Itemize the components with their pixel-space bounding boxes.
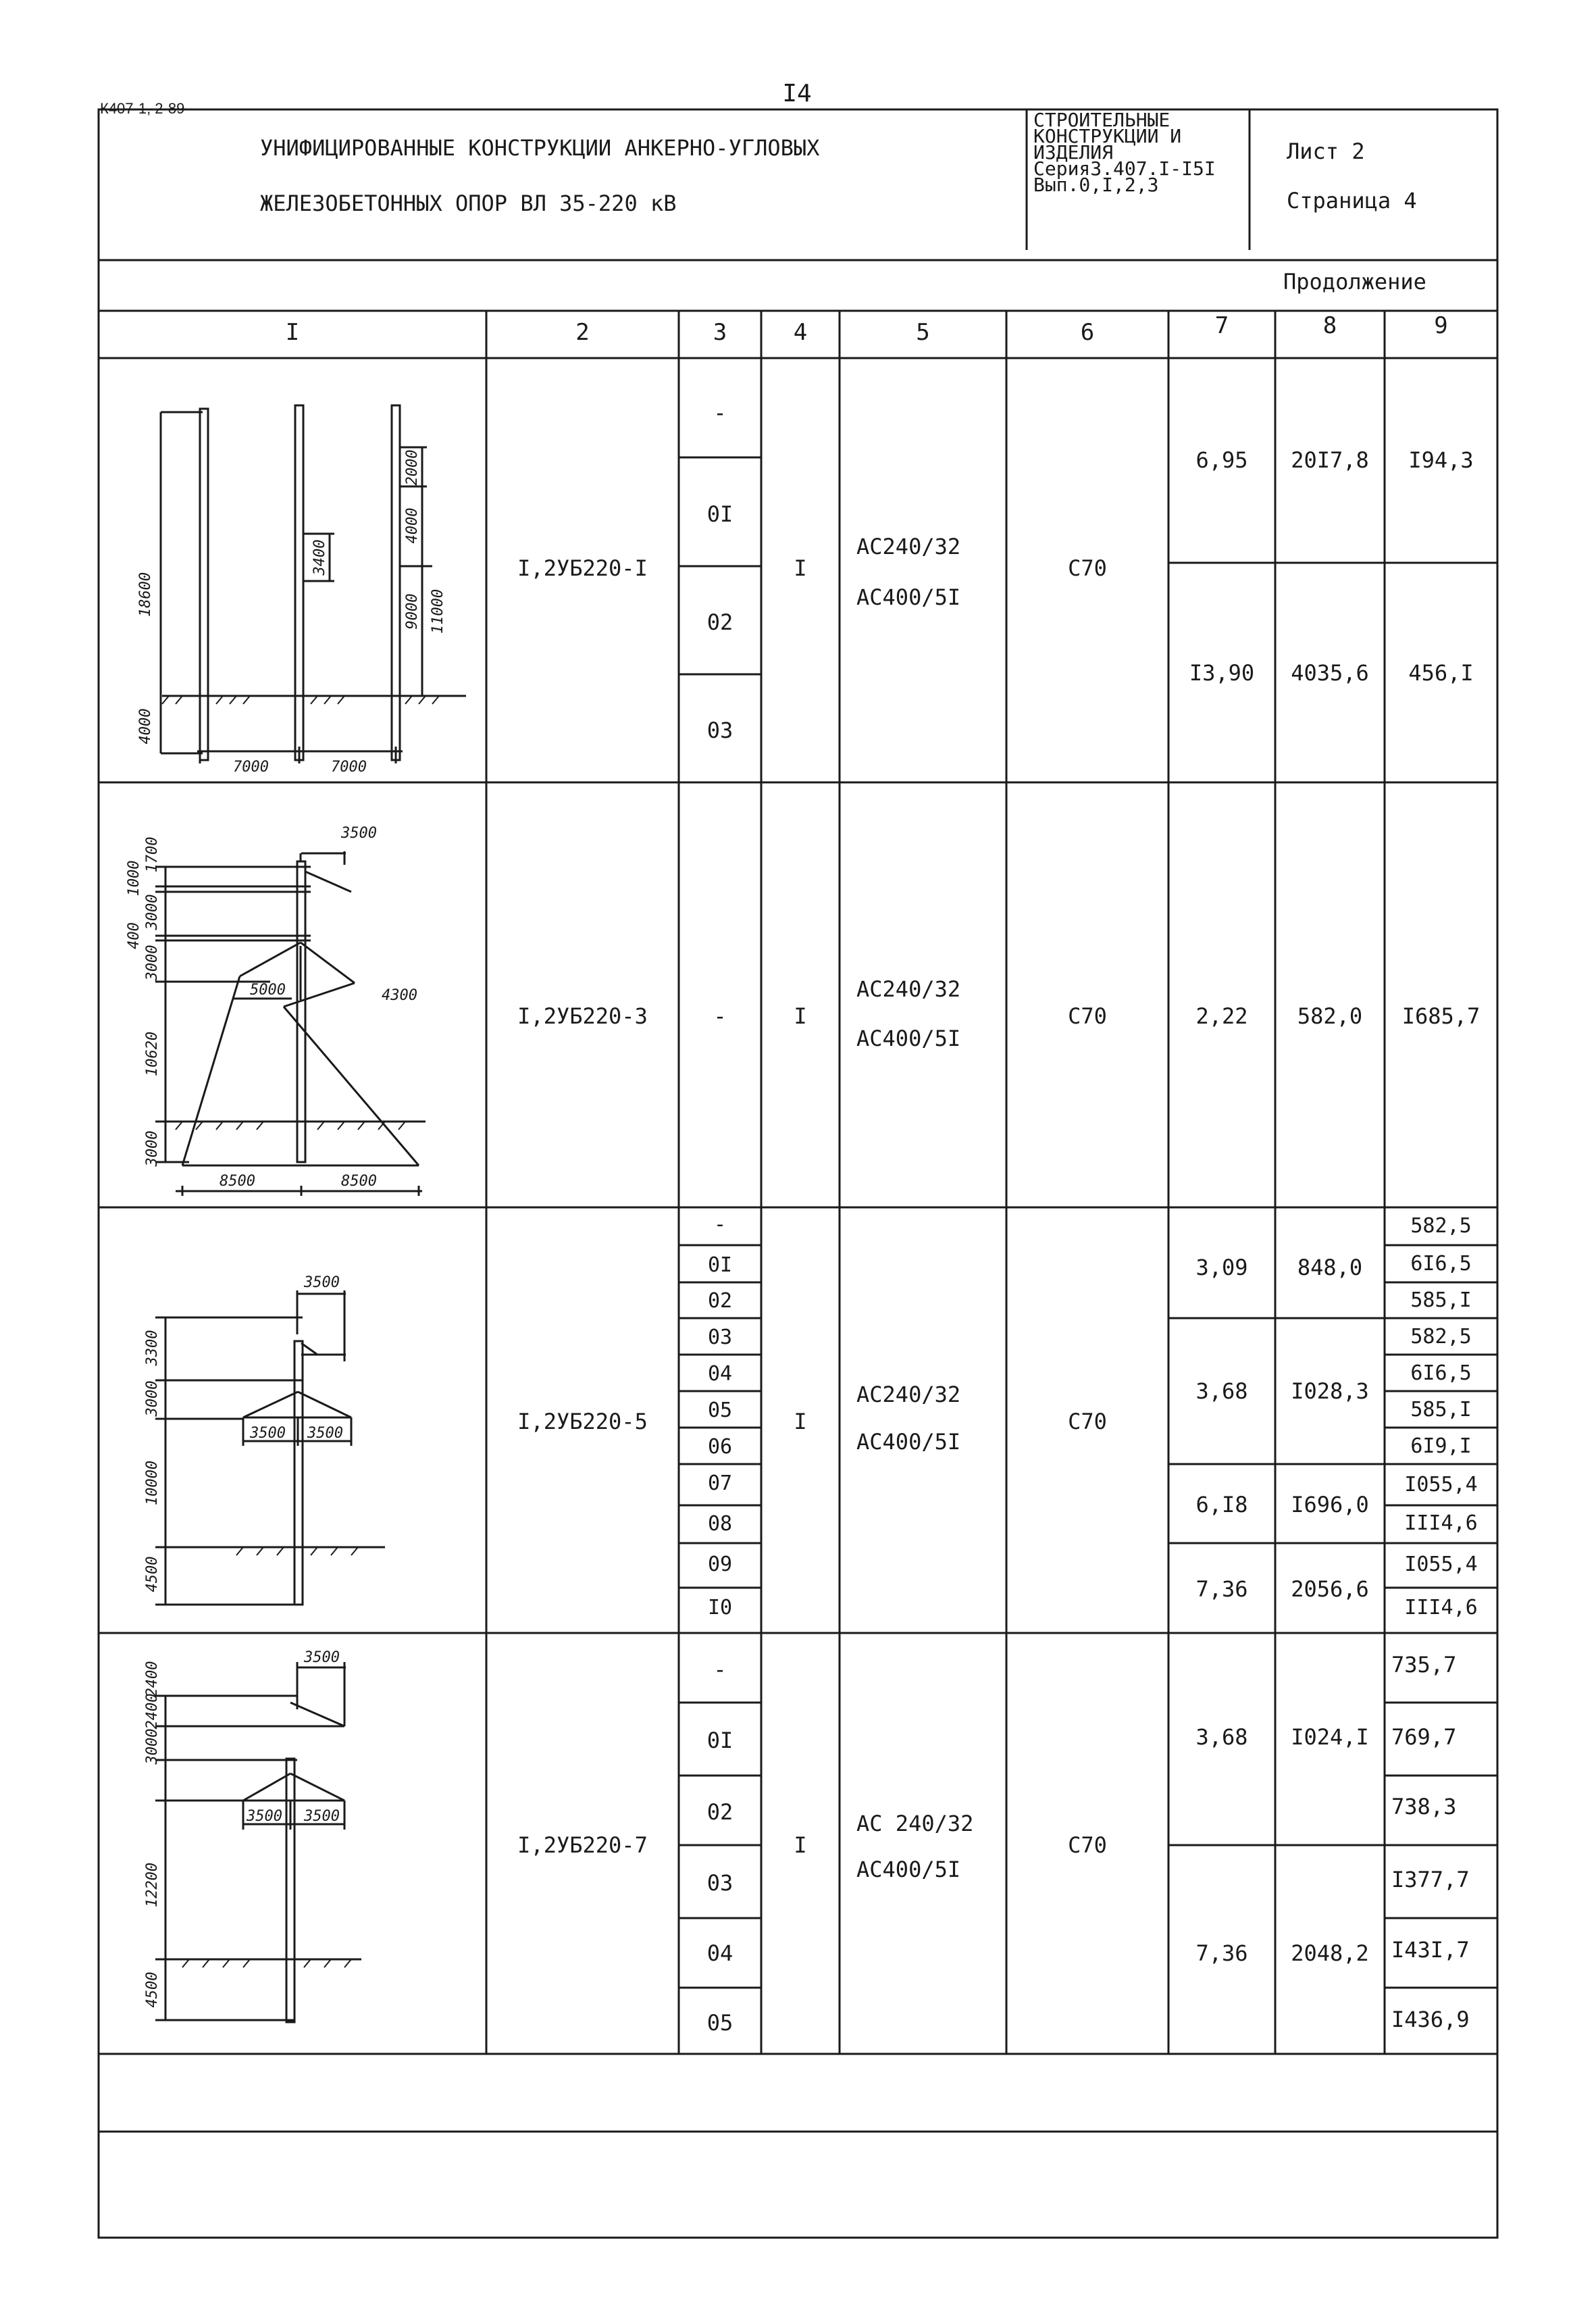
cell-variant: 0I — [706, 1728, 733, 1753]
cell-col9: 735,7 — [1391, 1652, 1457, 1678]
cell-variant: 04 — [706, 1940, 733, 1966]
cell-variant: 02 — [706, 609, 733, 635]
cell-col9: 585,I — [1410, 1288, 1472, 1312]
cell-col8: 4035,6 — [1291, 660, 1369, 686]
series-line: КОНСТРУКЦИИ И — [1033, 125, 1182, 147]
cell-col8: I024,I — [1291, 1724, 1369, 1750]
page-label: Страница 4 — [1287, 188, 1417, 213]
drawing-pole-ub220-7 — [155, 1662, 361, 2022]
column-header: 7 — [1214, 312, 1229, 339]
dim-label: 18600 — [137, 572, 154, 618]
cell-wire: АС400/5I — [856, 1857, 961, 1882]
dim-label: 1700 — [144, 836, 161, 873]
dim-label: 3500 — [304, 1274, 340, 1291]
cell-variant: 04 — [707, 1362, 733, 1386]
dim-label: 7000 — [233, 759, 269, 776]
dim-label: 8500 — [220, 1173, 255, 1190]
cell-wire: АС240/32 — [856, 1382, 961, 1407]
dim-label: 11000 — [430, 588, 446, 634]
cell-variant: 06 — [707, 1435, 733, 1459]
series-line: ИЗДЕЛИЯ — [1033, 141, 1114, 164]
dim-label: 3300 — [144, 1330, 161, 1366]
cell-col9: 585,I — [1410, 1398, 1472, 1422]
cell-variant: 03 — [706, 718, 733, 743]
cell-variant: - — [713, 1657, 727, 1682]
dim-label: 10620 — [144, 1031, 161, 1077]
cell-col4: I — [794, 1003, 807, 1029]
cell-wire: АС240/32 — [856, 976, 961, 1002]
drawing-pole-ub220-3 — [155, 851, 426, 1196]
dim-label: 5000 — [250, 982, 286, 999]
cell-col8: 2048,2 — [1291, 1940, 1369, 1966]
column-header: 5 — [916, 319, 930, 346]
cell-col9: I055,4 — [1404, 1553, 1478, 1576]
cell-col8: I028,3 — [1291, 1378, 1369, 1404]
dim-label: 3000 — [144, 945, 161, 981]
dim-label: 3000 — [144, 894, 161, 930]
dim-label: 9000 — [404, 593, 421, 630]
cell-col9: 6I6,5 — [1410, 1361, 1472, 1385]
drawing-pole-ub220-5 — [155, 1290, 385, 1605]
dim-label: 1000 — [126, 860, 143, 897]
cell-col7: 3,09 — [1195, 1255, 1248, 1280]
dim-label: 400 — [126, 922, 143, 949]
dim-label: 4000 — [404, 507, 421, 544]
dim-label: 4500 — [144, 1971, 161, 2008]
cell-col8: 20I7,8 — [1291, 447, 1369, 473]
cell-col9: 769,7 — [1391, 1724, 1457, 1750]
cell-col7: 7,36 — [1195, 1940, 1248, 1966]
cell-wire: АС400/5I — [856, 1429, 961, 1455]
cell-col8: 2056,6 — [1291, 1576, 1369, 1602]
cell-col6: С70 — [1068, 555, 1107, 581]
document-title-line1: УНИФИЦИРОВАННЫЕ КОНСТРУКЦИИ АНКЕРНО-УГЛОВЫХ — [260, 135, 820, 161]
cell-wire: АС 240/32 — [856, 1811, 974, 1836]
cell-variant: 02 — [707, 1289, 733, 1313]
cell-col9: I43I,7 — [1391, 1937, 1470, 1963]
cell-mark: I,2УБ220-7 — [517, 1832, 648, 1858]
dim-label: 4500 — [144, 1556, 161, 1592]
cell-variant: 0I — [707, 1253, 733, 1277]
column-header: 8 — [1322, 312, 1337, 339]
dim-label: 2400 — [144, 1693, 161, 1730]
cell-col7: I3,90 — [1189, 660, 1255, 686]
continuation-label: Продолжение — [1283, 269, 1426, 295]
cell-col4: I — [794, 555, 807, 581]
dim-label: 3500 — [304, 1649, 340, 1666]
dim-label: 3000 — [144, 1380, 161, 1417]
dim-label: 12200 — [144, 1862, 161, 1908]
cell-col9: 6I6,5 — [1410, 1252, 1472, 1276]
page-number: I4 — [782, 80, 812, 107]
dim-label: 4300 — [382, 987, 417, 1004]
dim-label: 3500 — [250, 1425, 286, 1442]
cell-col9: I055,4 — [1404, 1473, 1478, 1496]
series-line: СТРОИТЕЛЬНЫЕ — [1033, 109, 1170, 131]
cell-col9: III4,6 — [1404, 1511, 1478, 1535]
cell-col9: I685,7 — [1401, 1003, 1481, 1029]
cell-variant: - — [713, 400, 727, 426]
cell-col7: 6,95 — [1195, 447, 1248, 473]
cell-variant: 03 — [707, 1326, 733, 1349]
dim-label: 3500 — [304, 1808, 340, 1825]
cell-col9: 582,5 — [1410, 1214, 1472, 1238]
cell-variant: 07 — [707, 1472, 733, 1495]
cell-col8: 582,0 — [1297, 1003, 1363, 1029]
cell-variant: 08 — [707, 1512, 733, 1536]
cell-wire: АС400/5I — [856, 1026, 961, 1051]
cell-col9: 6I9,I — [1410, 1434, 1472, 1458]
cell-col7: 7,36 — [1195, 1576, 1248, 1602]
dim-label: 3000 — [144, 1130, 161, 1167]
dim-label: 10000 — [144, 1460, 161, 1506]
column-header: 3 — [713, 319, 727, 346]
cell-variant: 0I — [706, 501, 733, 527]
cell-mark: I,2УБ220-3 — [517, 1003, 648, 1029]
cell-col9: I377,7 — [1391, 1867, 1470, 1892]
series-line: Серия3.407.I-I5I — [1033, 157, 1216, 180]
cell-col7: 2,22 — [1195, 1003, 1248, 1029]
sheet-label: Лист 2 — [1287, 139, 1365, 164]
dim-label: 3000 — [144, 1728, 161, 1765]
cell-col4: I — [794, 1832, 807, 1858]
cell-col9: III4,6 — [1404, 1596, 1478, 1619]
cell-col9: I94,3 — [1408, 447, 1474, 473]
cell-col7: 3,68 — [1195, 1724, 1248, 1750]
cell-col9: 738,3 — [1391, 1794, 1457, 1819]
dim-label: 4000 — [137, 708, 154, 745]
cell-variant: 03 — [706, 1870, 733, 1896]
column-header: I — [285, 319, 300, 346]
dim-label: 3400 — [311, 539, 328, 576]
cell-col4: I — [794, 1409, 807, 1434]
dim-label: 3500 — [341, 825, 377, 842]
cell-col6: С70 — [1068, 1003, 1107, 1029]
series-line: Вып.0,I,2,3 — [1033, 174, 1159, 196]
dim-label: 3500 — [307, 1425, 343, 1442]
cell-col8: I696,0 — [1291, 1492, 1369, 1517]
cell-col6: С70 — [1068, 1409, 1107, 1434]
cell-col7: 6,I8 — [1195, 1492, 1248, 1517]
cell-col7: 3,68 — [1195, 1378, 1248, 1404]
cell-variant: 05 — [706, 2010, 733, 2036]
cell-variant: - — [713, 1003, 727, 1029]
cell-variant: 05 — [707, 1399, 733, 1422]
dim-label: 2400 — [144, 1661, 161, 1697]
cell-wire: АС240/32 — [856, 534, 961, 559]
cell-mark: I,2УБ220-5 — [517, 1409, 648, 1434]
dim-label: 2000 — [404, 449, 421, 486]
column-header: 9 — [1434, 312, 1448, 339]
document-code: К407-1, 2-89 — [100, 100, 185, 117]
dim-label: 8500 — [341, 1173, 377, 1190]
cell-col9: I436,9 — [1391, 2007, 1470, 2032]
column-header: 6 — [1080, 319, 1095, 346]
cell-wire: АС400/5I — [856, 584, 961, 610]
cell-col6: С70 — [1068, 1832, 1107, 1858]
cell-variant: 09 — [707, 1553, 733, 1576]
cell-variant: - — [713, 1213, 727, 1236]
column-header: 4 — [793, 319, 808, 346]
cell-col9: 582,5 — [1410, 1325, 1472, 1349]
cell-col9: 456,I — [1408, 660, 1474, 686]
cell-mark: I,2УБ220-I — [517, 555, 648, 581]
cell-variant: I0 — [707, 1596, 733, 1619]
dim-label: 7000 — [331, 759, 367, 776]
cell-col8: 848,0 — [1297, 1255, 1363, 1280]
cell-variant: 02 — [706, 1799, 733, 1825]
series-block — [1033, 109, 1216, 196]
document-title-line2: ЖЕЛЕЗОБЕТОННЫХ ОПОР ВЛ 35-220 кВ — [260, 191, 677, 216]
column-header: 2 — [575, 319, 590, 346]
dim-label: 3500 — [247, 1808, 282, 1825]
